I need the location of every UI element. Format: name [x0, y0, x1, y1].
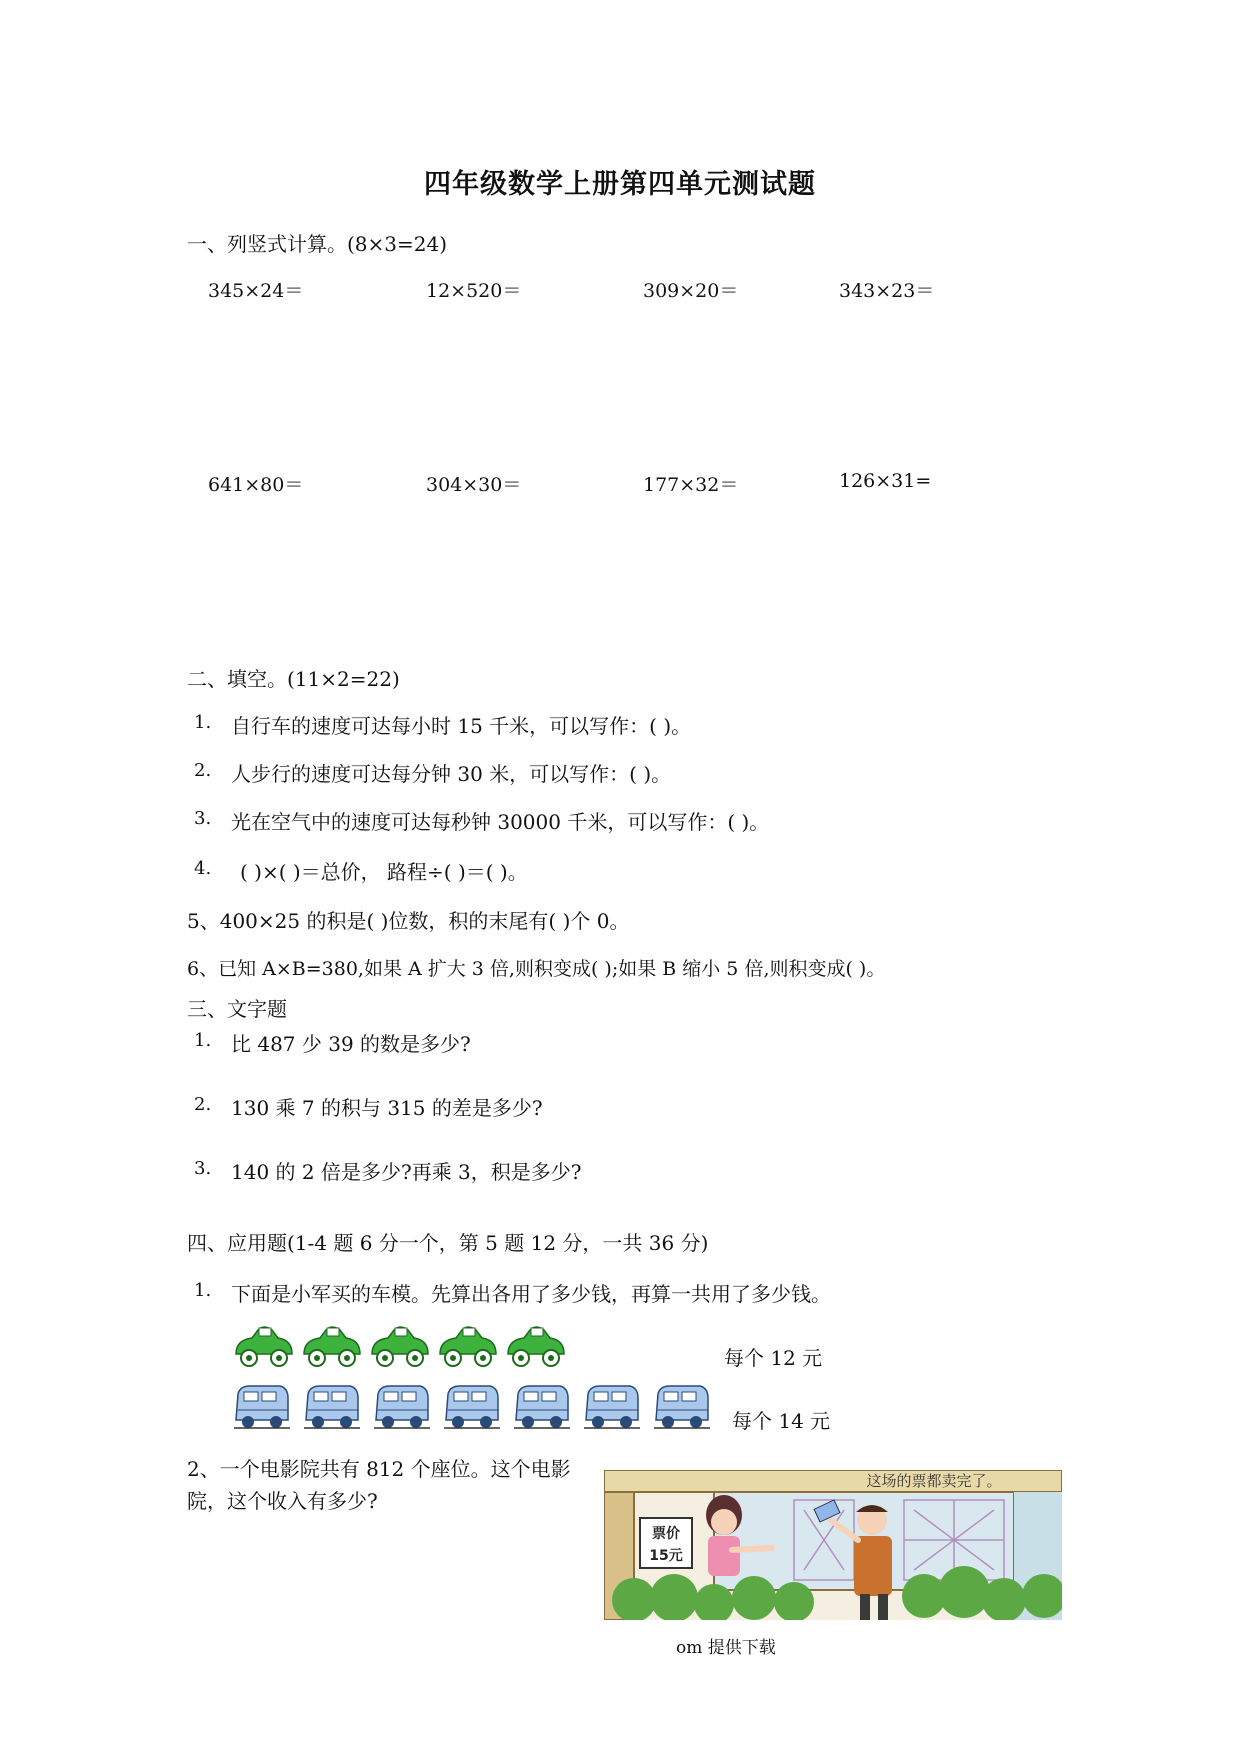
toy-car-icon — [436, 1320, 500, 1370]
item-number: 2. — [194, 1094, 212, 1115]
application-problem: 下面是小军买的车模。先算出各用了多少钱，再算一共用了多少钱。 — [231, 1282, 831, 1306]
section-4-heading: 四、应用题(1-4 题 6 分一个，第 5 题 12 分，一共 36 分) — [187, 1231, 709, 1255]
toy-cars-group — [232, 1320, 568, 1370]
calc-problem: 177×32＝ — [643, 474, 739, 496]
toy-bus-icon — [372, 1382, 432, 1430]
word-problem: 140 的 2 倍是多少?再乘 3，积是多少? — [231, 1160, 582, 1184]
toy-bus-icon — [442, 1382, 502, 1430]
section-1-heading: 一、列竖式计算。(8×3=24) — [187, 232, 448, 256]
item-number: 1. — [194, 1280, 212, 1301]
calc-problem: 126×31= — [839, 470, 932, 492]
bus-price: 每个 14 元 — [732, 1409, 831, 1433]
item-number: 3. — [194, 1158, 212, 1179]
word-problem: 130 乘 7 的积与 315 的差是多少? — [231, 1096, 543, 1120]
toy-bus-icon — [232, 1382, 292, 1430]
toy-bus-icon — [512, 1382, 572, 1430]
calc-problem: 345×24＝ — [208, 280, 304, 302]
section-2-heading: 二、填空。(11×2=22) — [187, 667, 400, 691]
toy-car-icon — [300, 1320, 364, 1370]
section-3-heading: 三、文字题 — [187, 997, 287, 1021]
calc-problem: 12×520＝ — [426, 280, 522, 302]
footer-text: om 提供下载 — [676, 1638, 776, 1658]
toy-car-icon — [232, 1320, 296, 1370]
fill-blank-question: ( )×( )＝总价， 路程÷( )＝( )。 — [240, 860, 528, 884]
fill-blank-question: 5、400×25 的积是( )位数，积的末尾有( )个 0。 — [187, 909, 630, 933]
car-price: 每个 12 元 — [724, 1346, 823, 1370]
item-number: 4. — [194, 858, 212, 879]
item-number: 1. — [194, 712, 212, 733]
fill-blank-question: 人步行的速度可达每分钟 30 米，可以写作：( )。 — [231, 762, 672, 786]
application-problem: 院，这个收入有多少? — [187, 1489, 378, 1513]
page-title: 四年级数学上册第四单元测试题 — [424, 169, 816, 200]
application-problem: 2、一个电影院共有 812 个座位。这个电影 — [187, 1457, 571, 1481]
fill-blank-question: 自行车的速度可达每小时 15 千米，可以写作：( )。 — [231, 714, 692, 738]
toy-bus-icon — [302, 1382, 362, 1430]
item-number: 3. — [194, 808, 212, 829]
toy-car-icon — [504, 1320, 568, 1370]
calc-problem: 309×20＝ — [643, 280, 739, 302]
item-number: 2. — [194, 760, 212, 781]
fill-blank-question: 光在空气中的速度可达每秒钟 30000 千米，可以写作：( )。 — [231, 810, 770, 834]
ticket-sign-price: 15元 — [649, 1548, 683, 1564]
toy-bus-icon — [652, 1382, 712, 1430]
ticket-sign-label: 票价 — [652, 1526, 680, 1542]
toy-buses-group — [232, 1382, 712, 1430]
word-problem: 比 487 少 39 的数是多少? — [231, 1032, 471, 1056]
fill-blank-question: 6、已知 A×B=380,如果 A 扩大 3 倍,则积变成( );如果 B 缩小 5 倍,则积变成( )。 — [187, 958, 886, 980]
calc-problem: 304×30＝ — [426, 474, 522, 496]
cinema-booth-illustration — [604, 1470, 1062, 1620]
calc-problem: 641×80＝ — [208, 474, 304, 496]
calc-problem: 343×23＝ — [839, 280, 935, 302]
toy-bus-icon — [582, 1382, 642, 1430]
item-number: 1. — [194, 1030, 212, 1051]
toy-car-icon — [368, 1320, 432, 1370]
speech-text: 这场的票都卖完了。 — [866, 1472, 1002, 1490]
